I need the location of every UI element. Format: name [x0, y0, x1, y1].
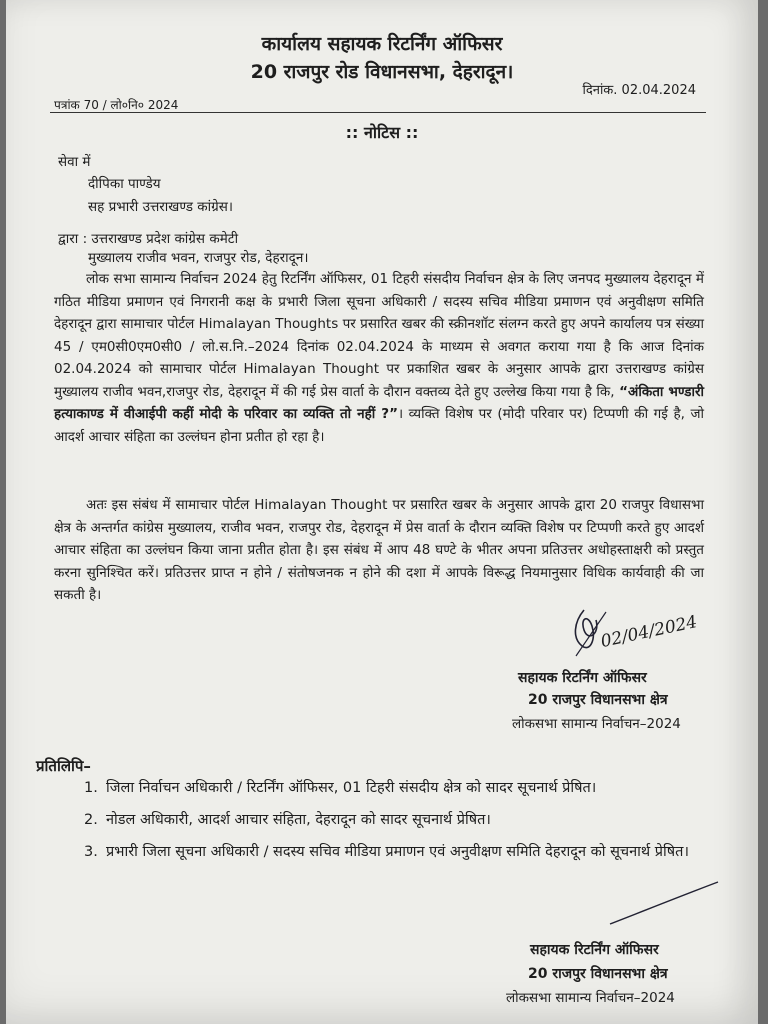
copy-title: प्रतिलिपि– — [36, 757, 91, 775]
body-paragraph-1 — [54, 268, 704, 448]
handwritten-signature — [566, 600, 716, 664]
office-heading: कार्यालय सहायक रिटर्निंग ऑफिसर — [261, 33, 503, 55]
list-item — [84, 776, 744, 800]
copy-list — [84, 776, 744, 872]
body-paragraph-2: अतः इस संबंध में सामाचार पोर्टल Himalayan Thought पर प्रसारित खबर के अनुसार आपके द्वारा 20 राजपुर विधासभा क्षेत्र के अन्तर्गत कांग्रेस मुख्यालय, राजीव भवन, राजपुर रोड, देहरादून में प्रेस वार्ता के दौरान व्यक्ति विशेष पर टिप्पणी करते हुए आदर्श आचार संहिता का उल्लंघन किया जाना प्रतीत होता है। इस संबंध में आप 48 घण्टे के भीतर अपना प्रतिउत्तर अधोहस्ताक्षरी को प्रस्तुत करना सुनिश्चित करें। प्रतिउत्तर प्राप्त न होने / संतोषजनक न होने की दशा में आपके विरूद्ध नियमानुसार विधिक कार्यवाही की जा सकती है। — [54, 497, 704, 603]
recipient-via-line1: द्वारा : उत्तराखण्ड प्रदेश कांग्रेस कमेटी — [58, 231, 239, 247]
signatory2-election: लोकसभा सामान्य निर्वाचन–2024 — [506, 990, 675, 1006]
letter-date: दिनांक. 02.04.2024 — [582, 83, 696, 98]
header-divider — [50, 112, 706, 113]
signatory2-constituency: 20 राजपुर विधानसभा क्षेत्र — [528, 966, 668, 982]
list-item-text: नोडल अधिकारी, आदर्श आचार संहिता, देहरादून को सादर सूचनार्थ प्रेषित। — [106, 812, 491, 828]
list-item-text: प्रभारी जिला सूचना अधिकारी / सदस्य सचिव मीडिया प्रमाणन एवं अनुवीक्षण समिति देहरादून को सूचनार्थ प्रेषित। — [106, 844, 689, 860]
notice-paper — [6, 0, 758, 1024]
recipient-via-line2: मुख्यालय राजीव भवन, राजपुर रोड, देहरादून। — [88, 250, 309, 266]
second-signature — [606, 880, 726, 934]
signatory-constituency: 20 राजपुर विधानसभा क्षेत्र — [528, 692, 668, 708]
recipient-salutation: सेवा में — [58, 154, 91, 170]
signatory-title: सहायक रिटर्निंग ऑफिसर — [518, 670, 647, 686]
recipient-name: दीपिका पाण्डेय — [88, 176, 161, 192]
signatory2-title: सहायक रिटर्निंग ऑफिसर — [530, 942, 659, 958]
signature-date: 02/04/2024 — [598, 612, 699, 652]
list-item — [84, 808, 744, 832]
reference-number: पत्रांक 70 / लो०नि० 2024 — [54, 98, 179, 112]
signatory-election: लोकसभा सामान्य निर्वाचन–2024 — [512, 716, 681, 732]
para1-text-b: । व्यक्ति विशेष पर (मोदी परिवार पर) टिप्पणी की गई है, जो आदर्श आचार संहिता का उल्लंघन होना प्रतीत हो रहा है। — [54, 406, 704, 445]
para1-quote: “अंकिता भण्डारी हत्याकाण्ड में वीआईपी कहीं मोदी के परिवार का व्यक्ति तो नहीं ?” — [54, 383, 704, 422]
notice-title: :: नोटिस :: — [345, 123, 419, 142]
list-item-number: 2. — [84, 812, 98, 828]
para1-text-a: लोक सभा सामान्य निर्वाचन 2024 हेतु रिटर्निंग ऑफिसर, 01 टिहरी संसदीय निर्वाचन क्षेत्र के लिए जनपद मुख्यालय देहरादून में गठित मीडिया प्रमाणन एवं निगरानी कक्ष के प्रभारी जिला सूचना अधिकारी / सदस्य सचिव मीडिया प्रमाणन एवं अनुवीक्षण समिति देहरादून द्वारा सामाचार पोर्टल Himalayan Thoughts पर प्रसारित खबर की स्क्रीनशॉट संलग्न करते हुए अपने कार्यालय पत्र संख्या 45 / एम0सी0एम0सी0 / लो.स.नि.–2024 दिनांक 02.04.2024 के माध्यम से अवगत कराया गया है कि आज दिनांक 02.04.2024 को सामाचार पोर्टल Himalayan Thought पर प्रकाशित खबर के अनुसार आपके द्वारा उत्तराखण्ड कांग्रेस मुख्यालय राजीव भवन,राजपुर रोड, देहरादून में की गई प्रेस वार्ता के दौरान वक्तव्य देते हुए उल्लेख किया गया है कि, — [54, 271, 704, 400]
constituency-heading: 20 राजपुर रोड विधानसभा, देहरादून। — [250, 61, 514, 83]
list-item-text: जिला निर्वाचन अधिकारी / रिटर्निंग ऑफिसर, 01 टिहरी संसदीय क्षेत्र को सादर सूचनार्थ प्रेषित। — [106, 780, 597, 796]
list-item — [84, 840, 744, 864]
list-item-number: 3. — [84, 844, 98, 860]
recipient-designation: सह प्रभारी उत्तराखण्ड कांग्रेस। — [88, 199, 233, 215]
signature-stroke — [606, 880, 726, 930]
list-item-number: 1. — [84, 780, 98, 796]
